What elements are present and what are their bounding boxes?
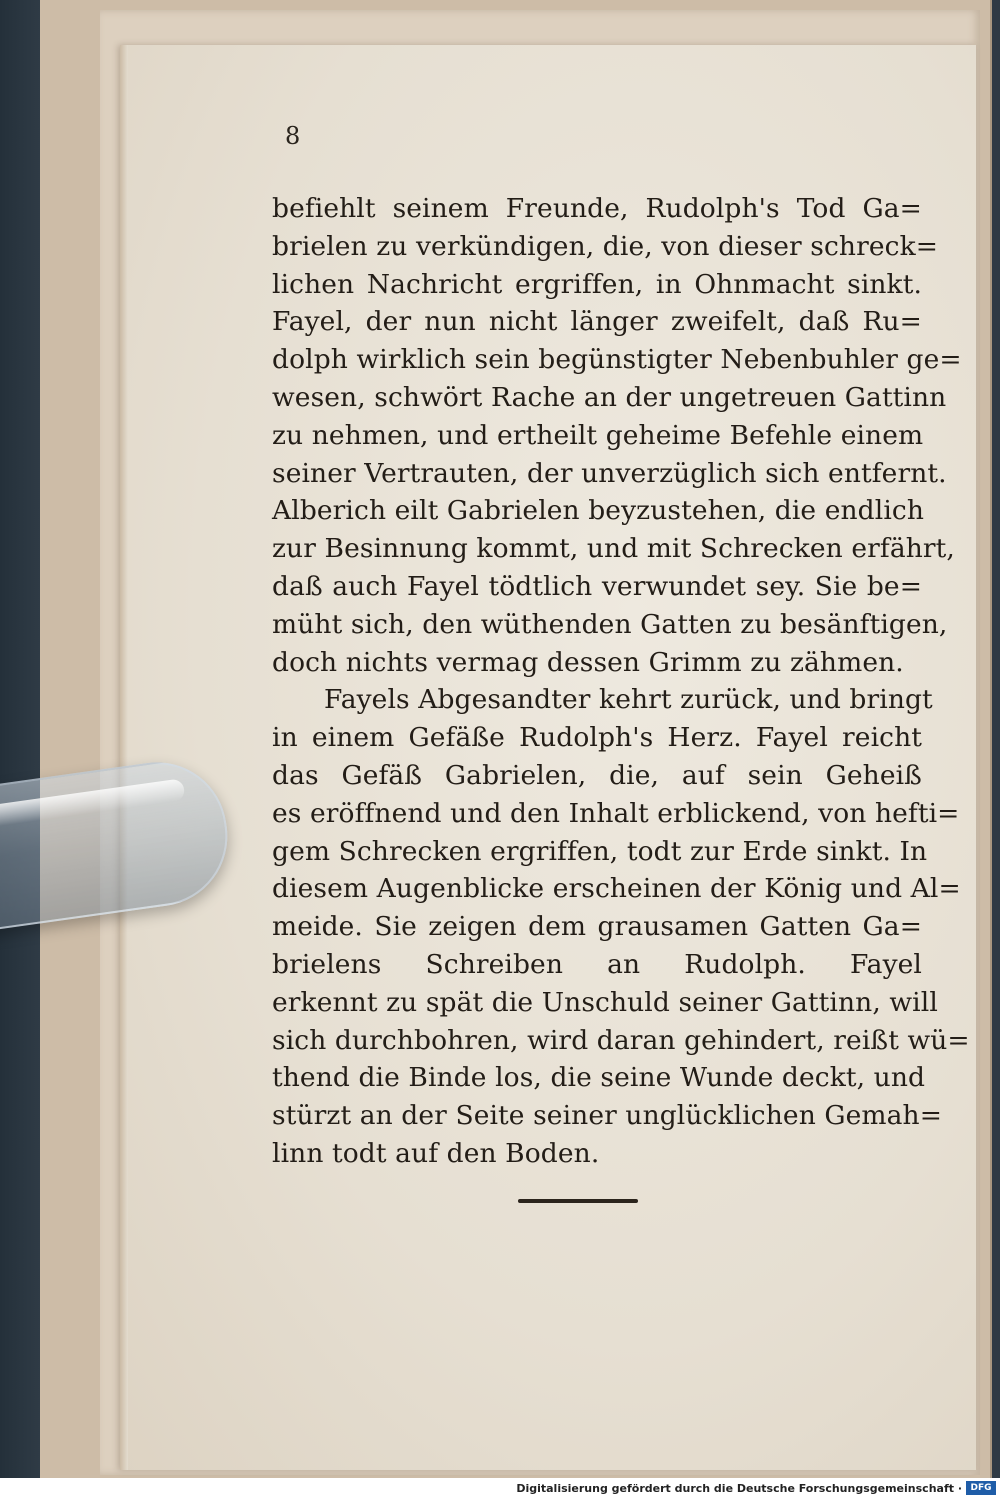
footer-credit: Digitalisierung gefördert durch die Deutsche Forschungsgemeinschaft · bbox=[516, 1482, 962, 1495]
text-line: sich durchbohren, wird daran gehindert, reißt wü= bbox=[272, 1024, 970, 1056]
text-line: zur Besinnung kommt, und mit Schrecken erfährt, bbox=[272, 533, 955, 565]
text-line: Fayels Abgesandter kehrt zurück, und bringt bbox=[324, 684, 933, 716]
page-number: 8 bbox=[285, 122, 301, 150]
body-text bbox=[272, 190, 970, 1173]
text-line: brielens Schreiben an Rudolph. Fayel bbox=[272, 948, 922, 980]
text-line: zu nehmen, und ertheilt geheime Befehle einem bbox=[272, 419, 924, 451]
text-line: doch nichts vermag dessen Grimm zu zähmen. bbox=[272, 646, 904, 678]
text-line: gem Schrecken ergriffen, todt zur Erde sinkt. In bbox=[272, 835, 928, 867]
text-line: erkennt zu spät die Unschuld seiner Gattinn, will bbox=[272, 986, 938, 1018]
text-line: brielen zu verkündigen, die, von dieser schreck= bbox=[272, 230, 939, 262]
text-line: befiehlt seinem Freunde, Rudolph's Tod Ga= bbox=[272, 193, 922, 224]
holder-highlight bbox=[0, 778, 186, 830]
text-line: müht sich, den wüthenden Gatten zu besänftigen, bbox=[272, 608, 948, 640]
text-line: dolph wirklich sein begünstigter Nebenbuhler ge= bbox=[272, 344, 962, 376]
dfg-logo: DFG bbox=[966, 1481, 996, 1495]
text-line: seiner Vertrauten, der unverzüglich sich entfernt. bbox=[272, 457, 947, 489]
text-line: daß auch Fayel tödtlich verwundet sey. Sie be= bbox=[272, 570, 922, 602]
section-divider-rule bbox=[518, 1199, 638, 1203]
footer-bar bbox=[0, 1478, 1000, 1498]
text-line: linn todt auf den Boden. bbox=[272, 1137, 600, 1169]
text-line: das Gefäß Gabrielen, die, auf sein Geheiß bbox=[272, 759, 922, 791]
text-line: wesen, schwört Rache an der ungetreuen Gattinn bbox=[272, 381, 947, 413]
page-binding-edge bbox=[120, 45, 128, 1470]
text-line: meide. Sie zeigen dem grausamen Gatten Ga= bbox=[272, 911, 922, 943]
text-line: diesem Augenblicke erscheinen der König und Al= bbox=[272, 873, 961, 905]
text-line: Alberich eilt Gabrielen beyzustehen, die endlich bbox=[272, 495, 925, 527]
text-line: es eröffnend und den Inhalt erblickend, von hefti= bbox=[272, 797, 960, 829]
text-line: in einem Gefäße Rudolph's Herz. Fayel reicht bbox=[272, 722, 922, 754]
text-line: Fayel, der nun nicht länger zweifelt, daß Ru= bbox=[272, 306, 922, 338]
text-line: lichen Nachricht ergriffen, in Ohnmacht sinkt. bbox=[272, 268, 922, 300]
text-line: thend die Binde los, die seine Wunde deckt, und bbox=[272, 1062, 926, 1094]
text-line: stürzt an der Seite seiner unglücklichen Gemah= bbox=[272, 1100, 943, 1132]
